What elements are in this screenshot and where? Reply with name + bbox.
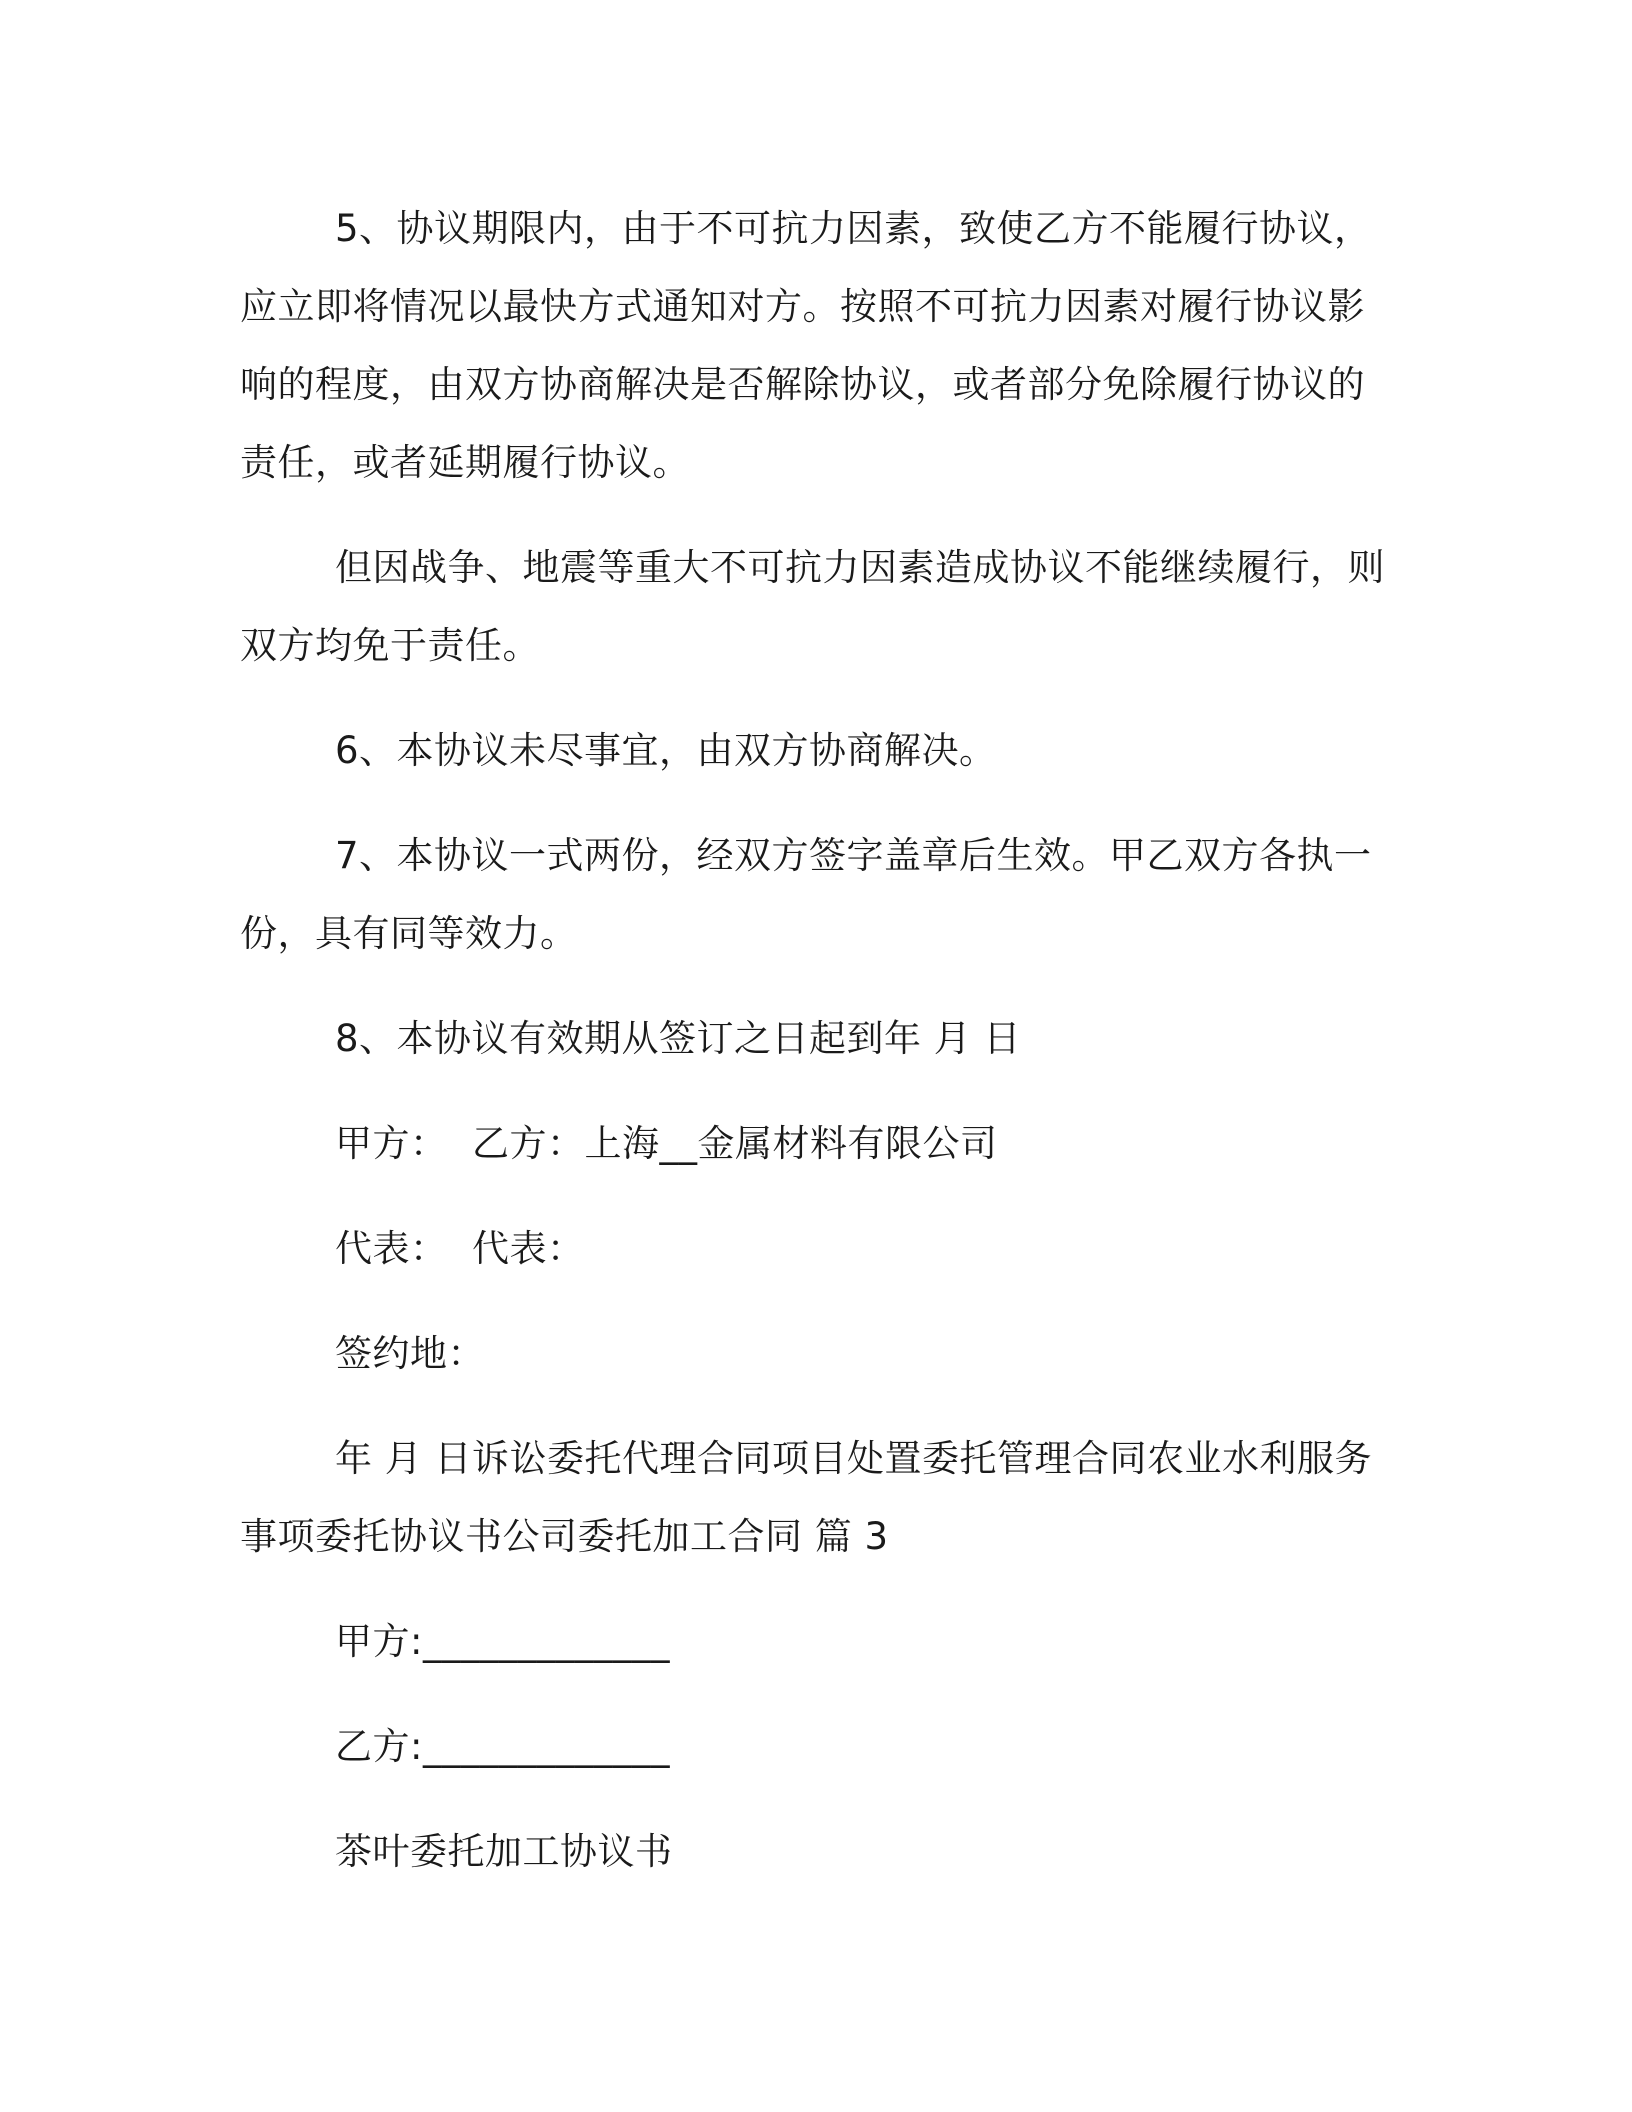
paragraph-copies: 7、本协议一式两份，经双方签字盖章后生效。甲乙双方各执一份，具有同等效力。 xyxy=(240,834,1372,955)
signing-location: 签约地： xyxy=(335,1332,485,1375)
party-b-line: 乙方:_____________ xyxy=(335,1725,670,1768)
document-body xyxy=(240,190,1390,1918)
paragraph-exemption: 但因战争、地震等重大不可抗力因素造成协议不能继续履行，则双方均免于责任。 xyxy=(240,546,1385,667)
section-title: 茶叶委托加工协议书 xyxy=(335,1830,673,1873)
signature-parties: 甲方： 乙方：上海__金属材料有限公司 xyxy=(335,1122,998,1165)
paragraph-date-and-titles: 年 月 日诉讼委托代理合同项目处置委托管理合同农业水利服务事项委托协议书公司委托加工合同 篇 3 xyxy=(240,1437,1373,1558)
signature-representatives: 代表： 代表： xyxy=(335,1227,585,1270)
paragraph-validity: 8、本协议有效期从签订之日起到年 月 日 xyxy=(335,1017,1022,1060)
party-a-line: 甲方:_____________ xyxy=(335,1620,670,1663)
paragraph-force-majeure: 5、协议期限内，由于不可抗力因素，致使乙方不能履行协议，应立即将情况以最快方式通知对方。按照不可抗力因素对履行协议影响的程度，由双方协商解决是否解除协议，或者部分免除履行协议的责任，或者延期履行协议。 xyxy=(240,207,1372,484)
paragraph-unresolved-matters: 6、本协议未尽事宜，由双方协商解决。 xyxy=(335,729,997,772)
